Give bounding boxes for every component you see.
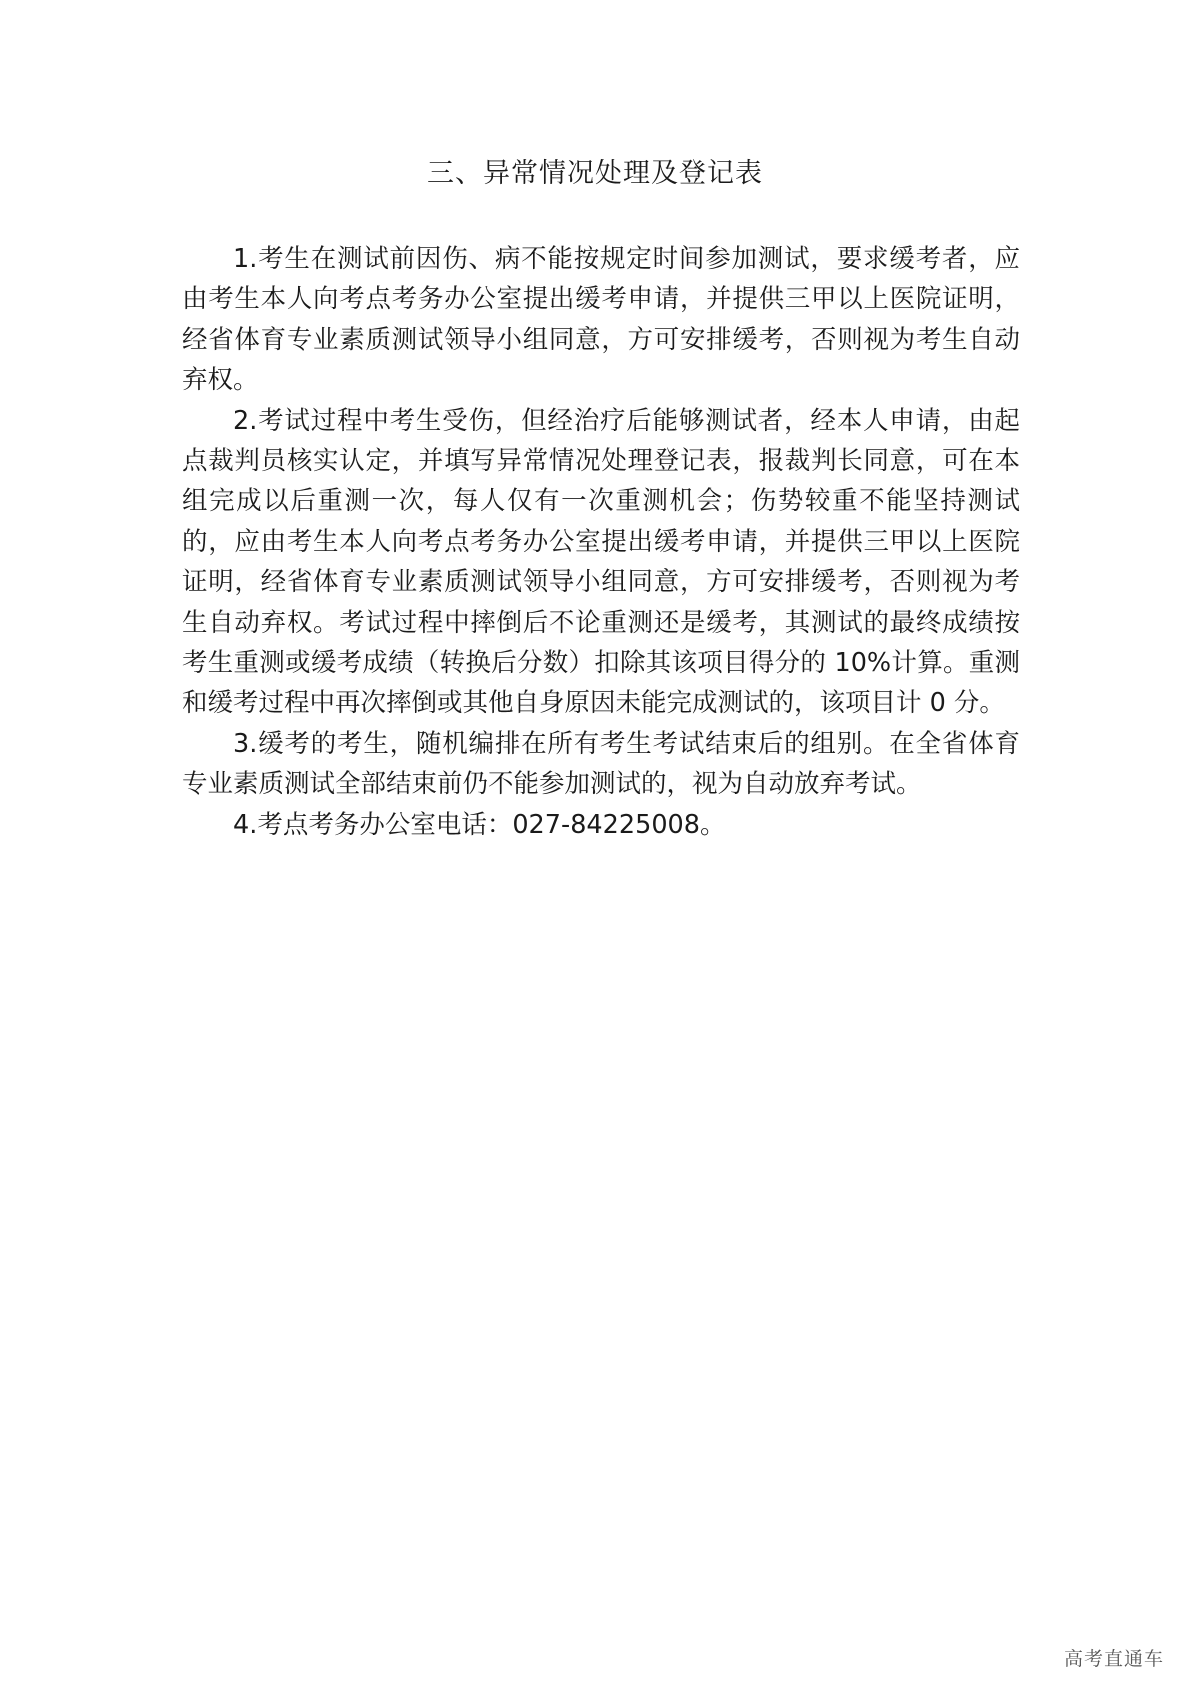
- section-title: 三、异常情况处理及登记表: [427, 158, 763, 189]
- paragraph-3: 3.缓考的考生，随机编排在所有考生考试结束后的组别。在全省体育专业素质测试全部结束前仍不能参加测试的，视为自动放弃考试。: [182, 728, 1020, 800]
- paragraph-4: 4.考点考务办公室电话：027-84225008。: [233, 809, 726, 840]
- document-body: [182, 239, 1020, 845]
- watermark-text: 高考直通车: [1063, 1648, 1164, 1670]
- paragraph-2: 2.考试过程中考生受伤，但经治疗后能够测试者，经本人申请，由起点裁判员核实认定，并填写异常情况处理登记表，报裁判长同意，可在本组完成以后重测一次，每人仅有一次重测机会；伤势较重不能坚持测试的，应由考生本人向考点考务办公室提出缓考申请，并提供三甲以上医院证明，经省体育专业素质测试领导小组同意，方可安排缓考，否则视为考生自动弃权。考试过程中摔倒后不论重测还是缓考，其测试的最终成绩按考生重测或缓考成绩（转换后分数）扣除其该项目得分的 10%计算。重测和缓考过程中再次摔倒或其他自身原因未能完成测试的，该项目计 0 分。: [182, 405, 1020, 719]
- paragraph-1: 1.考生在测试前因伤、病不能按规定时间参加测试，要求缓考者，应由考生本人向考点考务办公室提出缓考申请，并提供三甲以上医院证明，经省体育专业素质测试领导小组同意，方可安排缓考，否则视为考生自动弃权。: [182, 244, 1020, 396]
